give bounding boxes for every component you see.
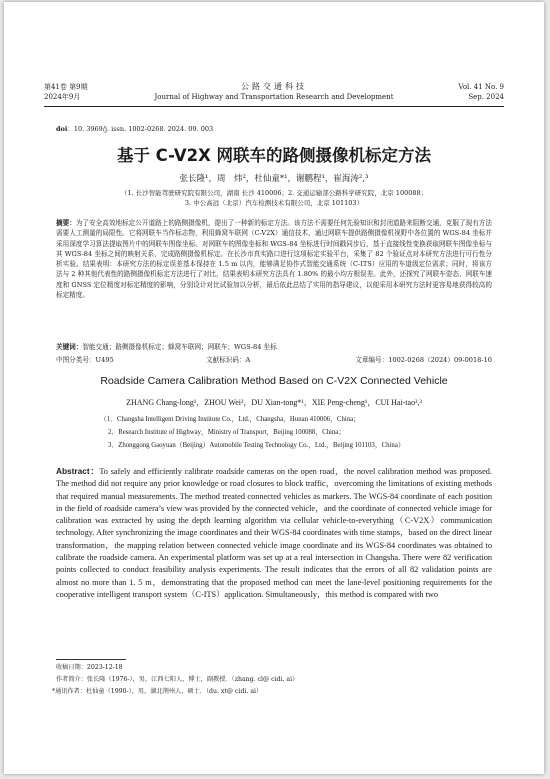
journal-name-en: Journal of Highway and Transportation Research and Development	[154, 93, 394, 101]
header-center	[44, 82, 504, 102]
header-rule	[44, 106, 504, 107]
affiliation-en-1: （1．Changsha Intelligent Driving Institute Co.，Ltd.，Changsha，Hunan 410006，China；	[100, 416, 360, 423]
footnote-received: 收稿日期：2023-12-18	[56, 664, 123, 671]
paper-page	[4, 2, 544, 774]
keywords-cn-label: 关键词：	[56, 343, 83, 351]
authors-cn: 张长隆¹，周 炜²，杜仙童*¹，谢鹏程¹，崔海涛²,³	[179, 174, 369, 184]
doi-value: ：10. 3969/j. issn. 1002-0268. 2024. 09. 003	[67, 125, 214, 133]
volume-issue-en: Vol. 41 No. 9	[458, 83, 504, 91]
abstract-cn	[56, 218, 492, 300]
doi-label: doi	[56, 125, 68, 133]
date-en: Sep. 2024	[468, 93, 504, 101]
clc-number: 中图分类号：U495	[56, 356, 114, 364]
abstract-en-label: Abstract：	[56, 466, 100, 476]
header-right	[458, 82, 504, 102]
article-number: 文章编号：1002-0268（2024）09-0018-10	[355, 356, 492, 364]
abstract-en	[56, 465, 492, 601]
document-code: 文献标识码：A	[206, 356, 251, 364]
affiliation-en-3: 3．Zhonggong Gaoyuan（Beijing）Automobile Testing Technology Co.，Ltd.，Beijing 101103，China）	[108, 442, 405, 449]
keywords-cn-text: 智能交通；路侧摄像机标定；蜂窝车联网；网联车；WGS-84 坐标	[82, 343, 277, 351]
footnote-rule	[56, 659, 126, 660]
title-cn: 基于 C-V2X 网联车的路侧摄像机标定方法	[116, 146, 432, 165]
keywords-cn	[56, 342, 492, 352]
footnote-corresponding: *通讯作者：杜仙童（1990-），男，湖北荆州人，硕士．（du. xt@ cidi. ai）	[52, 688, 263, 695]
date-cn: 2024年9月	[44, 93, 81, 101]
abstract-en-text: To safely and efficiently calibrate roadside cameras on the open road，the novel calibration method was proposed. The method did not require any prior knowledge or road closures to block traffic，overcoming the limitations of existing methods that required manual measurements. The method treated connected vehicles as markers. The WGS-84 coordinate of each position in the field of roadside camera’s view was provided by the connected vehicle，and the coordinate of connected vehicle image for calibration was extracted by using the depth learning algorithm via cellular vehicle-to-everything（C-V2X）communication technology. After synchronizing the image coordinates and their WGS-84 coordinates with time stamps，based on the direct linear transformation，the mapping relation between connected vehicle image coordinate and its WGS-84 coordinates was obtained to calibrate the roadside camera. An experimental platform was set up at a real intersection in Changsha. There were 82 verification points collected to conduct feasibility analysis experiments. The result indicates that the errors of all 82 validation points are almost no more than 1. 5 m，demonstrating that the proposed method can meet the lane-level positioning requirements for the cooperative intelligent transport system（C-ITS）application. Simultaneously，this method is compared with two	[56, 467, 492, 599]
affiliation-cn-1: （1. 长沙智能驾驶研究院有限公司，湖南 长沙 410006；2. 交通运输部公路科学研究院，北京 100088；	[120, 189, 428, 197]
journal-name-cn: 公路交通科技	[241, 82, 307, 91]
journal-header	[44, 82, 504, 108]
doi-line	[56, 124, 213, 133]
abstract-cn-text: 为了安全高效地标定公开道路上的路侧摄像机，提出了一种新的标定方法。该方法不需要任何先验知识和封闭道路来阻断交通，克服了现有方法需要人工测量的局限性。它将网联车当作标志物，利用蜂窝车联网（C-V2X）通信技术，通过网联车提供路侧摄像机视野中各位置的 WGS-84 坐标并采用深度学习算法提取图片中的网联车图像坐标。对网联车的图像坐标和 WGS-84 坐标进行时间戳同步后，基于直接线性变换获取网联车图像坐标与其 WGS-84 坐标之间的映射关系，完成路侧摄像机标定。在长沙市真实路口进行这项标定实验平台，采集了 82 个验证点对本研究方法进行可行性分析实验。结果表明：本研究方法的标定误差基本保持在 1.5 m 以内，能够满足协作式智能交通系统（C-ITS）应用的车道级定位需求；同时，将该方法与 2 种其他代表性的路侧摄像机标定方法进行了对比，结果表明本研究方法具有 1.80% 的最小均方根误差。此外，还探究了网联车姿态、网联车速度和 GNSS 定位精度对标定精度的影响，分别设计对比试验加以分析，最后依此总结了实用的指导建议，以便采用本研究方法时更容易地获得较高的标定精度。	[56, 219, 493, 300]
volume-issue-cn: 第41卷 第9期	[44, 83, 88, 91]
affiliation-en-2: 2．Research Institute of Highway，Ministry of Transport，Beijing 100088，China；	[108, 429, 346, 436]
footnote-author-bio: 作者简介：张长隆（1976-），男，江西七阳人，博士，副教授．（zhang. cl@ cidi. ai）	[56, 676, 299, 683]
authors-en: ZHANG Chang-long¹，ZHOU Wei²，DU Xian-tong*¹，XIE Peng-cheng¹，CUI Hai-tao²,³	[126, 398, 422, 407]
abstract-cn-label: 摘要：	[56, 219, 76, 227]
title-en: Roadside Camera Calibration Method Based on C-V2X Connected Vehicle	[100, 375, 448, 387]
affiliation-cn-2: 3. 中公高远（北京）汽车检测技术有限公司，北京 101103）	[184, 199, 364, 207]
classification-line	[56, 354, 492, 364]
